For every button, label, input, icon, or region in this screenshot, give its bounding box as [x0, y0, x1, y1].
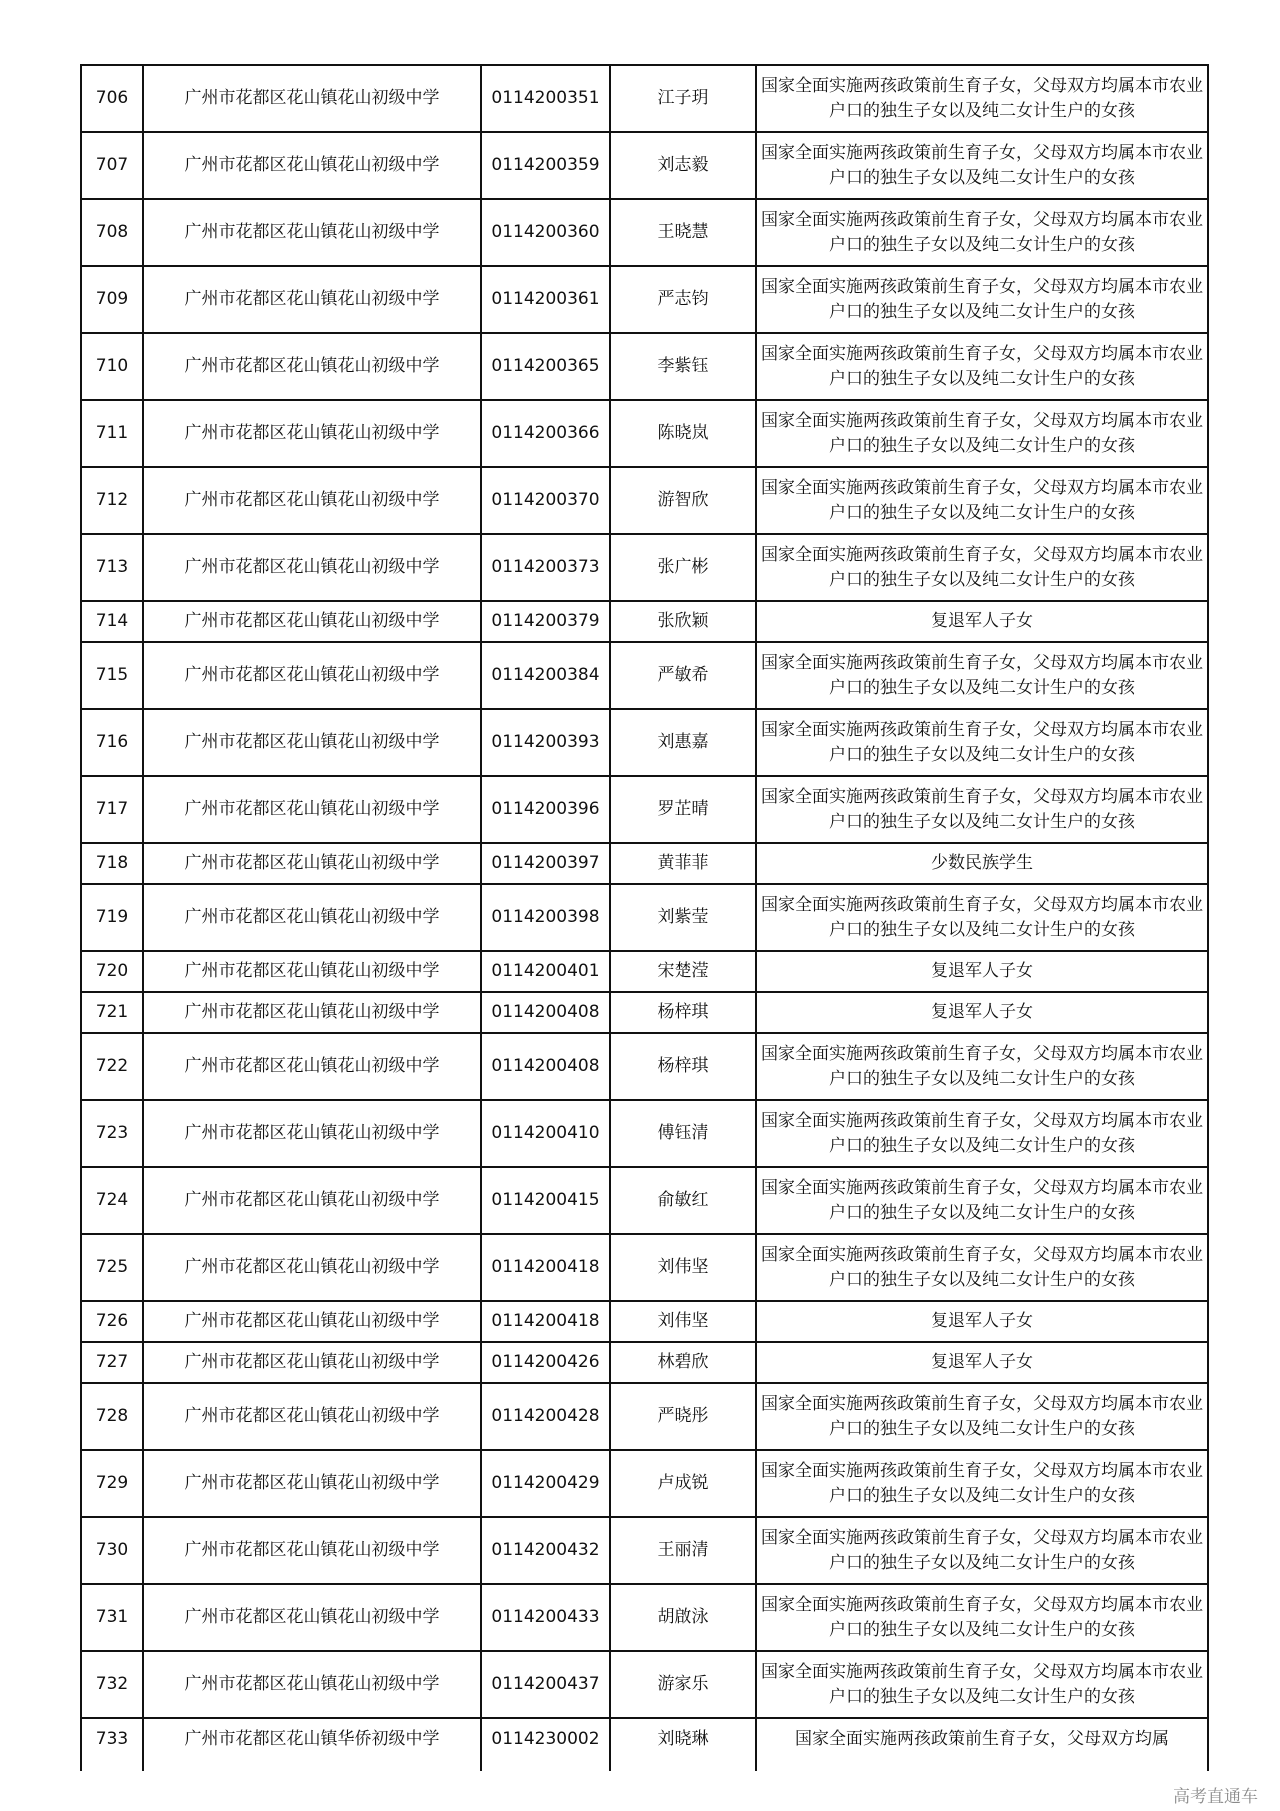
- category-note: 复退军人子女: [756, 1342, 1208, 1383]
- school-name: 广州市花都区花山镇花山初级中学: [143, 199, 481, 266]
- category-note: 国家全面实施两孩政策前生育子女，父母双方均属本市农业户口的独生子女以及纯二女计生户的女孩: [756, 132, 1208, 199]
- category-note: 复退军人子女: [756, 992, 1208, 1033]
- student-name: 严志钧: [610, 266, 756, 333]
- category-note: 国家全面实施两孩政策前生育子女，父母双方均属本市农业户口的独生子女以及纯二女计生户的女孩: [756, 1450, 1208, 1517]
- school-name: 广州市花都区花山镇花山初级中学: [143, 709, 481, 776]
- table-row: [81, 1167, 1208, 1234]
- category-note: 国家全面实施两孩政策前生育子女，父母双方均属本市农业户口的独生子女以及纯二女计生户的女孩: [756, 709, 1208, 776]
- student-name: 卢成锐: [610, 1450, 756, 1517]
- student-name: 张欣颖: [610, 601, 756, 642]
- row-number: 716: [81, 709, 143, 776]
- student-id: 0114200393: [481, 709, 610, 776]
- school-name: 广州市花都区花山镇花山初级中学: [143, 992, 481, 1033]
- student-name: 林碧欣: [610, 1342, 756, 1383]
- student-id: 0114200370: [481, 467, 610, 534]
- student-name: 张广彬: [610, 534, 756, 601]
- category-note: 国家全面实施两孩政策前生育子女，父母双方均属本市农业户口的独生子女以及纯二女计生户的女孩: [756, 1100, 1208, 1167]
- school-name: 广州市花都区花山镇花山初级中学: [143, 776, 481, 843]
- category-note: 国家全面实施两孩政策前生育子女，父母双方均属本市农业户口的独生子女以及纯二女计生户的女孩: [756, 1517, 1208, 1584]
- student-id: 0114200373: [481, 534, 610, 601]
- row-number: 707: [81, 132, 143, 199]
- student-id: 0114200437: [481, 1651, 610, 1718]
- student-name: 刘晓琳: [610, 1718, 756, 1771]
- school-name: 广州市花都区花山镇花山初级中学: [143, 1450, 481, 1517]
- student-id: 0114200401: [481, 951, 610, 992]
- category-note: 少数民族学生: [756, 843, 1208, 884]
- row-number: 706: [81, 65, 143, 132]
- student-name: 江子玥: [610, 65, 756, 132]
- student-id: 0114200361: [481, 266, 610, 333]
- category-note: 国家全面实施两孩政策前生育子女，父母双方均属本市农业户口的独生子女以及纯二女计生户的女孩: [756, 266, 1208, 333]
- row-number: 723: [81, 1100, 143, 1167]
- school-name: 广州市花都区花山镇花山初级中学: [143, 1301, 481, 1342]
- row-number: 713: [81, 534, 143, 601]
- table-row: [81, 467, 1208, 534]
- school-name: 广州市花都区花山镇花山初级中学: [143, 534, 481, 601]
- category-note: 国家全面实施两孩政策前生育子女，父母双方均属本市农业户口的独生子女以及纯二女计生户的女孩: [756, 1383, 1208, 1450]
- row-number: 729: [81, 1450, 143, 1517]
- student-id: 0114200418: [481, 1234, 610, 1301]
- row-number: 708: [81, 199, 143, 266]
- row-number: 711: [81, 400, 143, 467]
- school-name: 广州市花都区花山镇花山初级中学: [143, 642, 481, 709]
- row-number: 718: [81, 843, 143, 884]
- row-number: 715: [81, 642, 143, 709]
- student-id: 0114200408: [481, 1033, 610, 1100]
- student-id: 0114200418: [481, 1301, 610, 1342]
- table-row: [81, 601, 1208, 642]
- row-number: 721: [81, 992, 143, 1033]
- row-number: 728: [81, 1383, 143, 1450]
- category-note: 国家全面实施两孩政策前生育子女，父母双方均属本市农业户口的独生子女以及纯二女计生户的女孩: [756, 1167, 1208, 1234]
- table-row: [81, 333, 1208, 400]
- school-name: 广州市花都区花山镇花山初级中学: [143, 400, 481, 467]
- table-row: [81, 1651, 1208, 1718]
- school-name: 广州市花都区花山镇花山初级中学: [143, 1234, 481, 1301]
- category-note: 国家全面实施两孩政策前生育子女，父母双方均属本市农业户口的独生子女以及纯二女计生户的女孩: [756, 467, 1208, 534]
- student-name: 宋楚滢: [610, 951, 756, 992]
- school-name: 广州市花都区花山镇花山初级中学: [143, 1383, 481, 1450]
- table-row: [81, 951, 1208, 992]
- student-name: 刘紫莹: [610, 884, 756, 951]
- row-number: 731: [81, 1584, 143, 1651]
- student-id: 0114200397: [481, 843, 610, 884]
- student-id: 0114200432: [481, 1517, 610, 1584]
- school-name: 广州市花都区花山镇花山初级中学: [143, 1651, 481, 1718]
- row-number: 725: [81, 1234, 143, 1301]
- student-id: 0114230002: [481, 1718, 610, 1771]
- table-row: [81, 1383, 1208, 1450]
- category-note: 国家全面实施两孩政策前生育子女，父母双方均属本市农业户口的独生子女以及纯二女计生户的女孩: [756, 1651, 1208, 1718]
- category-note: 复退军人子女: [756, 951, 1208, 992]
- school-name: 广州市花都区花山镇花山初级中学: [143, 843, 481, 884]
- table-row: [81, 1301, 1208, 1342]
- category-note: 国家全面实施两孩政策前生育子女，父母双方均属本市农业户口的独生子女以及纯二女计生户的女孩: [756, 1584, 1208, 1651]
- student-id: 0114200365: [481, 333, 610, 400]
- student-name: 陈晓岚: [610, 400, 756, 467]
- table-row: [81, 709, 1208, 776]
- row-number: 732: [81, 1651, 143, 1718]
- table-row: [81, 1234, 1208, 1301]
- student-id: 0114200359: [481, 132, 610, 199]
- row-number: 710: [81, 333, 143, 400]
- table-row: [81, 1100, 1208, 1167]
- student-name: 严敏希: [610, 642, 756, 709]
- school-name: 广州市花都区花山镇花山初级中学: [143, 132, 481, 199]
- row-number: 712: [81, 467, 143, 534]
- student-id: 0114200429: [481, 1450, 610, 1517]
- student-name: 游家乐: [610, 1651, 756, 1718]
- row-number: 714: [81, 601, 143, 642]
- student-id: 0114200384: [481, 642, 610, 709]
- student-id: 0114200426: [481, 1342, 610, 1383]
- category-note: 国家全面实施两孩政策前生育子女，父母双方均属本市农业户口的独生子女以及纯二女计生户的女孩: [756, 642, 1208, 709]
- student-id: 0114200415: [481, 1167, 610, 1234]
- category-note: 国家全面实施两孩政策前生育子女，父母双方均属本市农业户口的独生子女以及纯二女计生户的女孩: [756, 776, 1208, 843]
- row-number: 726: [81, 1301, 143, 1342]
- row-number: 722: [81, 1033, 143, 1100]
- table-row: [81, 1584, 1208, 1651]
- table-body: [81, 65, 1208, 1771]
- row-number: 727: [81, 1342, 143, 1383]
- student-name: 杨梓琪: [610, 992, 756, 1033]
- school-name: 广州市花都区花山镇花山初级中学: [143, 333, 481, 400]
- table-row: [81, 843, 1208, 884]
- student-id: 0114200366: [481, 400, 610, 467]
- category-note: 国家全面实施两孩政策前生育子女，父母双方均属本市农业户口的独生子女以及纯二女计生户的女孩: [756, 1234, 1208, 1301]
- row-number: 724: [81, 1167, 143, 1234]
- category-note: 国家全面实施两孩政策前生育子女，父母双方均属本市农业户口的独生子女以及纯二女计生户的女孩: [756, 333, 1208, 400]
- student-name: 刘伟坚: [610, 1301, 756, 1342]
- row-number: 719: [81, 884, 143, 951]
- student-name: 李紫钰: [610, 333, 756, 400]
- table-row: [81, 534, 1208, 601]
- table-row: [81, 199, 1208, 266]
- table-row: [81, 1718, 1208, 1771]
- table-row: [81, 884, 1208, 951]
- school-name: 广州市花都区花山镇花山初级中学: [143, 1584, 481, 1651]
- student-name: 刘惠嘉: [610, 709, 756, 776]
- student-name: 黄菲菲: [610, 843, 756, 884]
- row-number: 733: [81, 1718, 143, 1771]
- student-id: 0114200398: [481, 884, 610, 951]
- student-id: 0114200408: [481, 992, 610, 1033]
- table-row: [81, 400, 1208, 467]
- table-row: [81, 1517, 1208, 1584]
- table-row: [81, 992, 1208, 1033]
- student-name: 俞敏红: [610, 1167, 756, 1234]
- category-note: 国家全面实施两孩政策前生育子女，父母双方均属本市农业户口的独生子女以及纯二女计生户的女孩: [756, 534, 1208, 601]
- row-number: 730: [81, 1517, 143, 1584]
- student-name: 王丽清: [610, 1517, 756, 1584]
- student-id: 0114200396: [481, 776, 610, 843]
- school-name: 广州市花都区花山镇花山初级中学: [143, 601, 481, 642]
- category-note: 国家全面实施两孩政策前生育子女，父母双方均属: [756, 1718, 1208, 1771]
- category-note: 国家全面实施两孩政策前生育子女，父母双方均属本市农业户口的独生子女以及纯二女计生户的女孩: [756, 65, 1208, 132]
- category-note: 复退军人子女: [756, 601, 1208, 642]
- table-row: [81, 1342, 1208, 1383]
- row-number: 717: [81, 776, 143, 843]
- student-name: 王晓慧: [610, 199, 756, 266]
- school-name: 广州市花都区花山镇花山初级中学: [143, 1517, 481, 1584]
- school-name: 广州市花都区花山镇花山初级中学: [143, 1167, 481, 1234]
- school-name: 广州市花都区花山镇花山初级中学: [143, 951, 481, 992]
- student-name: 罗芷晴: [610, 776, 756, 843]
- table-row: [81, 1033, 1208, 1100]
- student-id: 0114200360: [481, 199, 610, 266]
- student-name: 刘志毅: [610, 132, 756, 199]
- student-id: 0114200410: [481, 1100, 610, 1167]
- category-note: 复退军人子女: [756, 1301, 1208, 1342]
- school-name: 广州市花都区花山镇华侨初级中学: [143, 1718, 481, 1771]
- table-row: [81, 65, 1208, 132]
- school-name: 广州市花都区花山镇花山初级中学: [143, 1100, 481, 1167]
- school-name: 广州市花都区花山镇花山初级中学: [143, 1342, 481, 1383]
- category-note: 国家全面实施两孩政策前生育子女，父母双方均属本市农业户口的独生子女以及纯二女计生户的女孩: [756, 1033, 1208, 1100]
- student-name: 胡啟泳: [610, 1584, 756, 1651]
- student-name: 严晓彤: [610, 1383, 756, 1450]
- school-name: 广州市花都区花山镇花山初级中学: [143, 1033, 481, 1100]
- student-id: 0114200428: [481, 1383, 610, 1450]
- school-name: 广州市花都区花山镇花山初级中学: [143, 65, 481, 132]
- student-name: 游智欣: [610, 467, 756, 534]
- student-id: 0114200433: [481, 1584, 610, 1651]
- row-number: 709: [81, 266, 143, 333]
- table-row: [81, 266, 1208, 333]
- school-name: 广州市花都区花山镇花山初级中学: [143, 467, 481, 534]
- school-name: 广州市花都区花山镇花山初级中学: [143, 266, 481, 333]
- student-list-table: [80, 64, 1209, 1771]
- student-name: 傅钰清: [610, 1100, 756, 1167]
- table-row: [81, 1450, 1208, 1517]
- category-note: 国家全面实施两孩政策前生育子女，父母双方均属本市农业户口的独生子女以及纯二女计生户的女孩: [756, 884, 1208, 951]
- table-row: [81, 642, 1208, 709]
- category-note: 国家全面实施两孩政策前生育子女，父母双方均属本市农业户口的独生子女以及纯二女计生户的女孩: [756, 199, 1208, 266]
- row-number: 720: [81, 951, 143, 992]
- table-row: [81, 776, 1208, 843]
- student-name: 刘伟坚: [610, 1234, 756, 1301]
- school-name: 广州市花都区花山镇花山初级中学: [143, 884, 481, 951]
- watermark: 高考直通车: [1173, 1787, 1258, 1807]
- category-note: 国家全面实施两孩政策前生育子女，父母双方均属本市农业户口的独生子女以及纯二女计生户的女孩: [756, 400, 1208, 467]
- student-id: 0114200379: [481, 601, 610, 642]
- student-id: 0114200351: [481, 65, 610, 132]
- table-row: [81, 132, 1208, 199]
- student-name: 杨梓琪: [610, 1033, 756, 1100]
